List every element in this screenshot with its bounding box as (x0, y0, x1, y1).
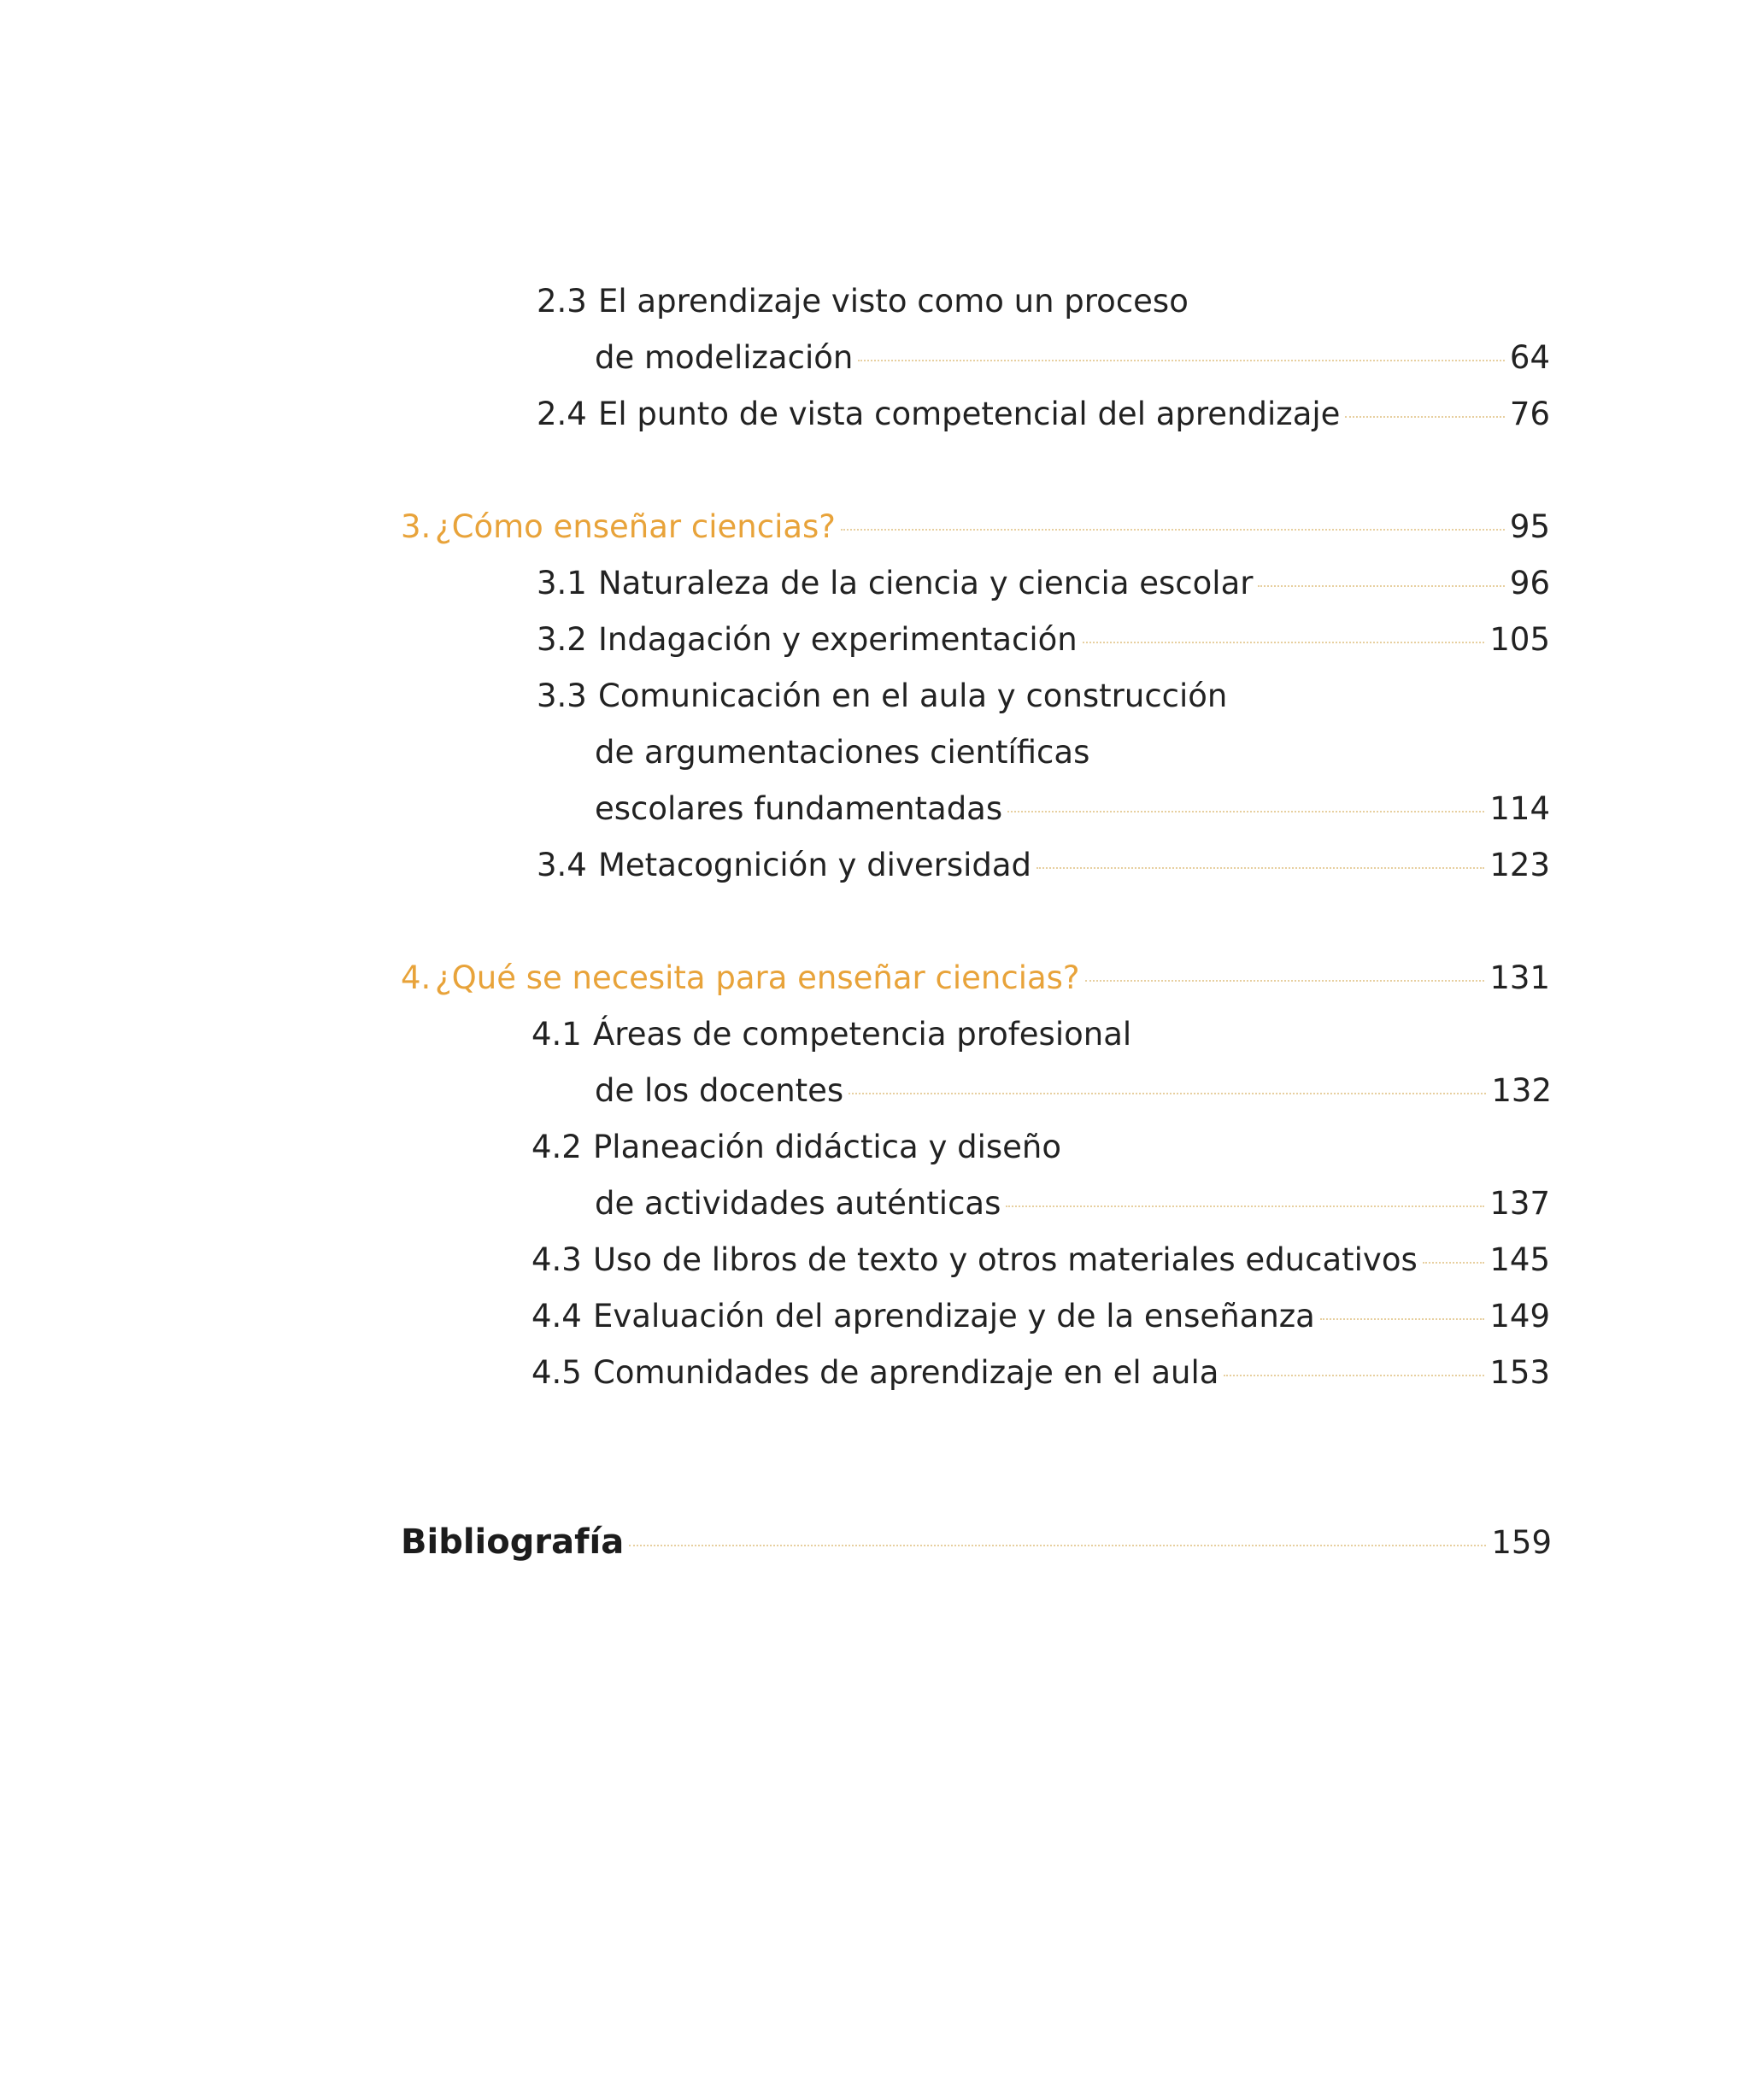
leader-dots (1345, 416, 1504, 418)
page-number: 131 (1489, 959, 1550, 996)
section-number: 4.5 (531, 1354, 582, 1391)
section-number: 3.4 (537, 847, 587, 883)
leader-dots (1036, 867, 1484, 869)
section-title: Áreas de competencia profesional (593, 1016, 1132, 1053)
toc-entry-2-4[interactable] (537, 389, 1550, 440)
page-number: 153 (1489, 1354, 1550, 1391)
page-number: 76 (1509, 396, 1550, 432)
leader-dots (858, 360, 1505, 361)
section-title-continued: de modelización (595, 339, 854, 376)
leader-dots (841, 529, 1505, 531)
page-number: 64 (1509, 339, 1550, 376)
chapter-title: ¿Cómo enseñar ciencias? (435, 508, 836, 545)
leader-dots (1006, 1205, 1484, 1207)
section-number: 3.2 (537, 621, 587, 658)
toc-entry-3-1[interactable] (537, 558, 1550, 609)
toc-entry-3-3[interactable] (537, 671, 1550, 722)
toc-entry-4-5[interactable] (531, 1347, 1550, 1399)
section-title: Planeación didáctica y diseño (593, 1129, 1062, 1165)
section-title: Naturaleza de la ciencia y ciencia escolar (598, 565, 1254, 601)
toc-entry-3-2[interactable] (537, 614, 1550, 666)
section-title: Comunicación en el aula y construcción (598, 678, 1228, 714)
leader-dots (1258, 585, 1504, 587)
toc-entry-2-3-cont[interactable] (595, 332, 1550, 384)
section-number: 3.1 (537, 565, 587, 601)
toc-chapter-3[interactable] (401, 502, 1550, 553)
chapter-title: ¿Qué se necesita para enseñar ciencias? (435, 959, 1080, 996)
leader-dots (849, 1093, 1486, 1094)
section-title: Metacognición y diversidad (598, 847, 1032, 883)
toc-chapter-4[interactable] (401, 953, 1550, 1004)
leader-dots (1320, 1318, 1485, 1320)
toc-entry-4-3[interactable] (531, 1235, 1550, 1286)
bibliography-title: Bibliografía (401, 1522, 625, 1562)
page-number: 132 (1491, 1072, 1552, 1109)
section-title: Evaluación del aprendizaje y de la enseñanza (593, 1298, 1315, 1334)
section-title-continued: de argumentaciones científicas (595, 734, 1090, 771)
leader-dots (1085, 980, 1485, 982)
toc-entry-4-2[interactable] (531, 1122, 1550, 1173)
section-number: 2.3 (537, 283, 587, 320)
section-title: Indagación y experimentación (598, 621, 1078, 658)
section-title-continued: escolares fundamentadas (595, 790, 1003, 827)
leader-dots (1423, 1262, 1485, 1264)
toc-entry-2-3[interactable] (537, 276, 1550, 327)
page-number: 95 (1509, 508, 1550, 545)
leader-dots (1007, 811, 1484, 812)
page-number: 137 (1489, 1185, 1550, 1222)
chapter-number: 4. (401, 959, 432, 996)
section-title-continued: de actividades auténticas (595, 1185, 1001, 1222)
section-number: 3.3 (537, 678, 587, 714)
leader-dots (1083, 642, 1485, 643)
page-number: 96 (1509, 565, 1550, 601)
toc-entry-4-1-cont[interactable] (595, 1065, 1552, 1117)
chapter-number: 3. (401, 508, 432, 545)
leader-dots (1224, 1375, 1484, 1376)
section-title: El aprendizaje visto como un proceso (598, 283, 1189, 320)
toc-entry-4-1[interactable] (531, 1009, 1550, 1060)
page-number: 105 (1489, 621, 1550, 658)
toc-bibliography[interactable] (401, 1516, 1552, 1568)
section-number: 4.2 (531, 1129, 582, 1165)
section-title: Comunidades de aprendizaje en el aula (593, 1354, 1219, 1391)
section-title: El punto de vista competencial del aprendizaje (598, 396, 1341, 432)
section-number: 4.4 (531, 1298, 582, 1334)
section-title: Uso de libros de texto y otros materiales educativos (593, 1241, 1418, 1278)
section-number: 4.1 (531, 1016, 582, 1053)
toc-entry-3-3-cont2[interactable] (595, 783, 1550, 835)
leader-dots (629, 1545, 1486, 1546)
page-number: 145 (1489, 1241, 1550, 1278)
section-number: 4.3 (531, 1241, 582, 1278)
section-number: 2.4 (537, 396, 587, 432)
toc-entry-4-2-cont[interactable] (595, 1178, 1550, 1229)
toc-entry-4-4[interactable] (531, 1291, 1550, 1342)
page-number: 114 (1489, 790, 1550, 827)
section-title-continued: de los docentes (595, 1072, 844, 1109)
toc-entry-3-3-cont1[interactable] (595, 727, 1550, 778)
page-number: 123 (1489, 847, 1550, 883)
page-number: 149 (1489, 1298, 1550, 1334)
page-number: 159 (1491, 1524, 1552, 1561)
toc-entry-3-4[interactable] (537, 840, 1550, 891)
